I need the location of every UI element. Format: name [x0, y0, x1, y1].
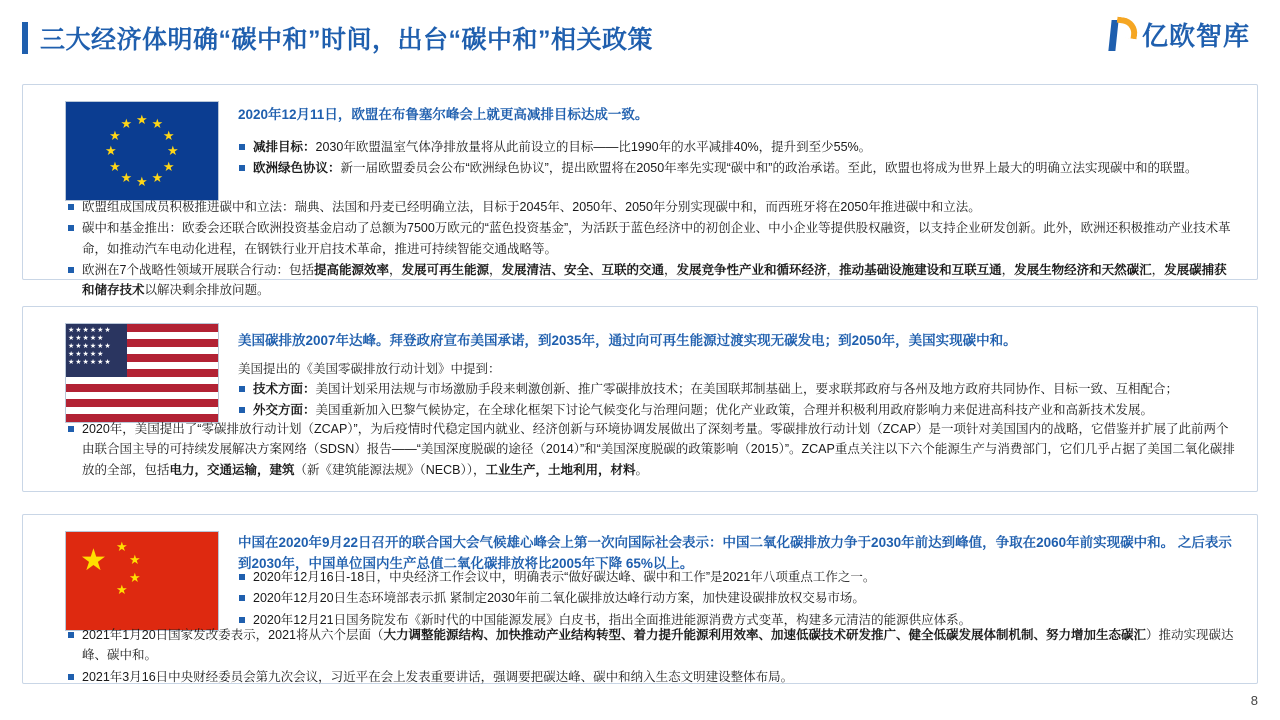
star-icon: ★ — [120, 116, 133, 132]
card-cn-inner-bullets — [238, 567, 1239, 631]
star-icon: ★ — [120, 169, 133, 185]
card-us-inner-bullets — [238, 379, 1239, 422]
page-title: 三大经济体明确“碳中和”时间，出台“碳中和”相关政策 — [40, 26, 654, 54]
card-us-outer-bullets — [67, 419, 1239, 481]
star-icon: ★ — [167, 143, 179, 158]
card-cn-headline: 中国在2020年9月22日召开的联合国大会气候雄心峰会上第一次向国际社会表示：中国二氧化碳排放力争于2030年前达到峰值，争取在2060年前实现碳中和。 之后表示到2030年，中国单位国内生产总值二氧化碳排放将比2005年下降 65%以上。 — [238, 535, 1232, 571]
star-icon: ★ — [129, 570, 141, 585]
card-eu — [22, 84, 1258, 297]
star-icon: ★ — [136, 112, 148, 127]
card-us — [22, 306, 1258, 492]
page-number: 8 — [1250, 693, 1258, 708]
star-icon: ★ — [151, 116, 164, 132]
star-icon: ★ — [151, 169, 164, 185]
star-icon: ★ — [136, 174, 148, 189]
logo-text: 亿欧智库 — [1141, 21, 1250, 51]
star-icon: ★ — [116, 539, 128, 554]
star-icon: ★ — [109, 127, 121, 143]
list-item: 碳中和基金推出：欧委会还联合欧洲投资基金启动了总额为7500万欧元的“蓝色投资基金”，为活跃于蓝色经济中的初创企业、中小企业等提供股权融资，以支持企业研发创新。此外，欧洲还积极推动产业技术革命，如推动汽车电动化进程，在钢铁行业开启技术革命，推进可持续智能交通战略等。 — [67, 218, 1239, 259]
flag-stripe — [66, 384, 218, 392]
star-icon: ★ — [105, 143, 117, 158]
list-item: 2021年1月20日国家发改委表示，2021将从六个层面（大力调整能源结构、加快推动产业结构转型、着力提升能源利用效率、加速低碳技术研发推广、健全低碳发展体制机制、努力增加生态碳汇）推动实现碳达峰、碳中和。 — [67, 625, 1239, 666]
list-item: 欧洲绿色协议：新一届欧盟委员会公布“欧洲绿色协议”，提出欧盟将在2050年率先实现“碳中和”的政治承诺。至此，欧盟也将成为世界上最大的明确立法实现碳中和的联盟。 — [238, 158, 1239, 178]
title-accent-bar — [22, 22, 28, 54]
brand-logo — [1108, 16, 1250, 53]
card-eu-outer-bullets — [67, 197, 1239, 301]
card-us-headline: 美国碳排放2007年达峰。拜登政府宣布美国承诺，到2035年，通过向可再生能源过渡实现无碳发电；到2050年，美国实现碳中和。 — [238, 333, 1017, 348]
card-eu-inner-bullets — [238, 137, 1239, 180]
flag-stripe — [66, 399, 218, 407]
list-item: 2020年12月20日生态环境部表示抓 紧制定2030年前二氧化碳排放达峰行动方案，加快建设碳排放权交易市场。 — [238, 588, 1239, 608]
list-item: 2020年12月16日-18日，中央经济工作会议中，明确表示“做好碳达峰、碳中和工作”是2021年八项重点工作之一。 — [238, 567, 1239, 587]
card-eu-headline: 2020年12月11日，欧盟在布鲁塞尔峰会上就更高减排目标达成一致。 — [238, 107, 649, 122]
star-icon: ★ — [109, 158, 121, 174]
star-icon: ★ — [129, 552, 141, 567]
eu-flag-icon — [65, 101, 219, 201]
list-item: 2020年12月21日国务院发布《新时代的中国能源发展》白皮书，指出全面推进能源消费方式变革，构建多元清洁的能源供应体系。 — [238, 610, 1239, 630]
logo-mark-icon — [1108, 18, 1138, 52]
us-flag-canton: ★★★★★★ ★★★★★ ★★★★★★ ★★★★★ ★★★★★★ — [66, 324, 127, 377]
list-item: 欧盟组成国成员积极推进碳中和立法：瑞典、法国和丹麦已经明确立法，目标于2045年、2050年、2050年分别实现碳中和，而西班牙将在2050年推进碳中和立法。 — [67, 197, 1239, 217]
list-item: 欧洲在7个战略性领域开展联合行动：包括提高能源效率，发展可再生能源，发展清洁、安全、互联的交通，发展竞争性产业和循环经济，推动基础设施建设和互联互通，发展生物经济和天然碳汇，发展碳捕获和储存技术以解决剩余排放问题。 — [67, 260, 1239, 301]
list-item: 2021年3月16日中央财经委员会第九次会议，习近平在会上发表重要讲话，强调要把碳达峰、碳中和纳入生态文明建设整体布局。 — [67, 667, 1239, 687]
list-item: 技术方面：美国计划采用法规与市场激励手段来刺激创新、推广零碳排放技术；在美国联邦制基础上，要求联邦政府与各州及地方政府共同协作、目标一致、互相配合； — [238, 379, 1239, 399]
slide-header — [0, 0, 1280, 72]
card-cn — [22, 514, 1258, 684]
card-cn-outer-bullets — [67, 625, 1239, 688]
cn-flag-icon — [65, 531, 219, 631]
star-icon: ★ — [116, 582, 128, 597]
star-icon: ★ — [80, 544, 107, 577]
star-icon: ★ — [162, 158, 175, 174]
list-item: 减排目标：2030年欧盟温室气体净排放量将从此前设立的目标——比1990年的水平减排40%，提升到至少55%。 — [238, 137, 1239, 157]
us-flag-icon — [65, 323, 219, 423]
list-item: 外交方面：美国重新加入巴黎气候协定，在全球化框架下讨论气候变化与治理问题；优化产业政策，合理并积极利用政府影响力来促进高科技产业和高新技术发展。 — [238, 400, 1239, 420]
card-us-subline: 美国提出的《美国零碳排放行动计划》中提到： — [238, 362, 501, 376]
star-icon: ★ — [162, 127, 175, 143]
list-item: 2020年，美国提出了“零碳排放行动计划（ZCAP）”，为后疫情时代稳定国内就业、经济创新与环境协调发展做出了深刻考量。零碳排放行动计划（ZCAP）是一项针对美国国内的战略，它借鉴并扩展了此前两个由联合国主导的可持续发展解决方案网络（SDSN）报告——“美国深度脱碳的途径（2014）”和“美国深度脱碳的政策影响（2015）”。ZCAP重点关注以下六个能源生产与消费部门，它们几乎占据了美国二氧化碳排放的全部，包括电力，交通运输，建筑（新《建筑能源法规》（NECB）），工业生产，土地利用，材料。 — [67, 419, 1239, 480]
